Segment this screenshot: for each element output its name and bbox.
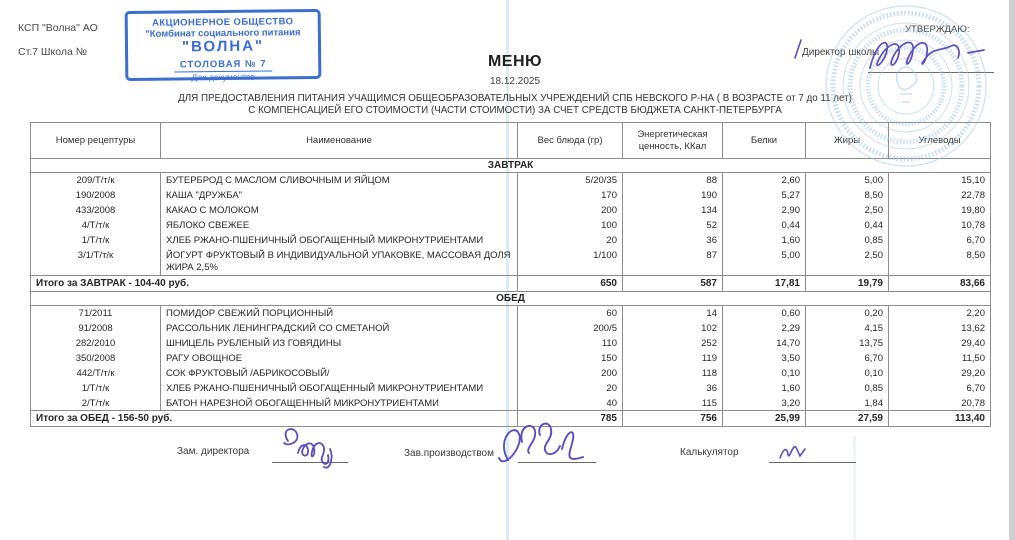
weight-cell: 1/100 [518, 248, 623, 275]
stamp-purpose: Для документов [191, 71, 256, 83]
carbs-cell: 8,50 [889, 248, 991, 275]
col-header-weight: Вес блюда (гр) [518, 123, 623, 159]
recipe-code: 350/2008 [31, 351, 161, 366]
carbs-cell: 13,62 [889, 321, 991, 336]
total-label: Итого за ОБЕД - 156-50 руб. [31, 411, 518, 427]
section-row [31, 291, 991, 305]
carbs-cell: 19,80 [889, 203, 991, 218]
org-name: КСП "Волна" АО [18, 22, 98, 34]
menu-item-row [31, 305, 991, 320]
protein-cell: 14,70 [723, 336, 806, 351]
dish-name: КАКАО С МОЛОКОМ [161, 203, 518, 218]
protein-cell: 1,60 [723, 233, 806, 248]
carbs-cell: 29,40 [889, 336, 991, 351]
protein-cell: 2,60 [723, 173, 806, 188]
menu-item-row [31, 351, 991, 366]
menu-item-row [31, 218, 991, 233]
section-row [31, 159, 991, 173]
weight-cell: 110 [518, 336, 623, 351]
production-manager-signature [488, 418, 600, 474]
protein-cell: 3,20 [723, 396, 806, 411]
weight-total: 650 [518, 275, 623, 291]
fat-total: 27,59 [806, 411, 889, 427]
fat-cell: 0,10 [806, 366, 889, 381]
menu-item-row [31, 203, 991, 218]
dish-name: ХЛЕБ РЖАНО-ПШЕНИЧНЫЙ ОБОГАЩЕННЫЙ МИКРОНУТРИЕНТАМИ [161, 233, 518, 248]
stamp-line1: АКЦИОНЕРНОЕ ОБЩЕСТВО [152, 16, 294, 29]
fat-cell: 13,75 [806, 336, 889, 351]
weight-cell: 40 [518, 396, 623, 411]
menu-item-row [31, 233, 991, 248]
weight-cell: 5/20/35 [518, 173, 623, 188]
fat-cell: 8,50 [806, 188, 889, 203]
recipe-code: 2/Т/т/к [31, 396, 161, 411]
weight-cell: 200 [518, 203, 623, 218]
protein-cell: 0,44 [723, 218, 806, 233]
production-manager-label: Зав.производством [404, 448, 494, 459]
stamp-canteen-number: СТОЛОВАЯ № 7 [174, 58, 273, 72]
weight-cell: 20 [518, 381, 623, 396]
col-header-fat: Жиры [806, 123, 889, 159]
menu-item-row [31, 366, 991, 381]
dish-name: БУТЕРБРОД С МАСЛОМ СЛИВОЧНЫМ И ЯЙЦОМ [161, 173, 518, 188]
dish-name: ШНИЦЕЛЬ РУБЛЕНЫЙ ИЗ ГОВЯДИНЫ [161, 336, 518, 351]
menu-item-row [31, 321, 991, 336]
weight-cell: 20 [518, 233, 623, 248]
weight-cell: 100 [518, 218, 623, 233]
calculator-signature [776, 440, 814, 464]
section-title: ОБЕД [31, 291, 991, 305]
col-header-recipe-number: Номер рецептуры [31, 123, 161, 159]
stamp-company-name: "ВОЛНА" [181, 37, 265, 56]
energy-cell: 14 [623, 305, 723, 320]
recipe-code: 4/Т/т/к [31, 218, 161, 233]
menu-table [30, 122, 991, 427]
section-title: ЗАВТРАК [31, 159, 991, 173]
carbs-total: 83,66 [889, 275, 991, 291]
carbs-cell: 20,78 [889, 396, 991, 411]
menu-item-row [31, 173, 991, 188]
director-signature [862, 28, 994, 80]
fat-cell: 6,70 [806, 351, 889, 366]
fat-total: 19,79 [806, 275, 889, 291]
carbs-cell: 10,78 [889, 218, 991, 233]
menu-item-row [31, 381, 991, 396]
energy-cell: 119 [623, 351, 723, 366]
menu-item-row [31, 248, 991, 275]
carbs-cell: 2,20 [889, 305, 991, 320]
director-label: Директор школы [802, 47, 880, 58]
fat-cell: 0,85 [806, 381, 889, 396]
dish-name: РАГУ ОВОЩНОЕ [161, 351, 518, 366]
recipe-code: 209/Т/т/к [31, 173, 161, 188]
recipe-code: 71/2011 [31, 305, 161, 320]
org-school: Ст.7 Школа № [18, 46, 87, 58]
energy-cell: 115 [623, 396, 723, 411]
document-subtitle-1: ДЛЯ ПРЕДОСТАВЛЕНИЯ ПИТАНИЯ УЧАЩИМСЯ ОБЩЕОБРАЗОВАТЕЛЬНЫХ УЧРЕЖДЕНИЙ СПБ НЕВСКОГО Р-НА ( В ВОЗРАСТЕ от 7 до 11 лет) [178, 93, 852, 104]
energy-cell: 87 [623, 248, 723, 275]
protein-total: 25,99 [723, 411, 806, 427]
protein-cell: 5,00 [723, 248, 806, 275]
recipe-code: 442/Т/т/к [31, 366, 161, 381]
protein-cell: 0,10 [723, 366, 806, 381]
weight-cell: 200/5 [518, 321, 623, 336]
deputy-director-signature [268, 425, 356, 473]
protein-cell: 5,27 [723, 188, 806, 203]
recipe-code: 1/Т/т/к [31, 381, 161, 396]
dish-name: РАССОЛЬНИК ЛЕНИНГРАДСКИЙ СО СМЕТАНОЙ [161, 321, 518, 336]
weight-total: 785 [518, 411, 623, 427]
table-header-row [31, 123, 991, 159]
energy-cell: 118 [623, 366, 723, 381]
recipe-code: 1/Т/т/к [31, 233, 161, 248]
carbs-cell: 22,78 [889, 188, 991, 203]
carbs-cell: 29,20 [889, 366, 991, 381]
protein-cell: 1,60 [723, 381, 806, 396]
protein-total: 17,81 [723, 275, 806, 291]
fat-cell: 0,20 [806, 305, 889, 320]
carbs-cell: 6,70 [889, 233, 991, 248]
carbs-cell: 6,70 [889, 381, 991, 396]
protein-cell: 3,50 [723, 351, 806, 366]
energy-total: 587 [623, 275, 723, 291]
section-total-row [31, 275, 991, 291]
col-header-protein: Белки [723, 123, 806, 159]
fat-cell: 2,50 [806, 248, 889, 275]
col-header-dish-name: Наименование [161, 123, 518, 159]
dish-name: ЙОГУРТ ФРУКТОВЫЙ В ИНДИВИДУАЛЬНОЙ УПАКОВКЕ, МАССОВАЯ ДОЛЯ ЖИРА 2,5% [161, 248, 518, 275]
stamp-line2: "Комбинат социального питания [145, 27, 301, 40]
dish-name: ЯБЛОКО СВЕЖЕЕ [161, 218, 518, 233]
dish-name: БАТОН НАРЕЗНОЙ ОБОГАЩЕННЫЙ МИКРОНУТРИЕНТАМИ [161, 396, 518, 411]
energy-cell: 134 [623, 203, 723, 218]
menu-table-body [31, 159, 991, 427]
menu-item-row [31, 188, 991, 203]
carbs-cell: 15,10 [889, 173, 991, 188]
document-date: 18.12.2025 [489, 76, 541, 87]
energy-cell: 52 [623, 218, 723, 233]
menu-item-row [31, 336, 991, 351]
weight-cell: 150 [518, 351, 623, 366]
carbs-total: 113,40 [889, 411, 991, 427]
energy-cell: 102 [623, 321, 723, 336]
fat-cell: 0,85 [806, 233, 889, 248]
recipe-code: 91/2008 [31, 321, 161, 336]
col-header-energy: Энергетическая ценность, ККал [623, 123, 723, 159]
weight-cell: 60 [518, 305, 623, 320]
recipe-code: 433/2008 [31, 203, 161, 218]
fat-cell: 5,00 [806, 173, 889, 188]
col-header-carbs: Углеводы [889, 123, 991, 159]
dish-name: СОК ФРУКТОВЫЙ /АБРИКОСОВЫЙ/ [161, 366, 518, 381]
dish-name: КАША "ДРУЖБА" [161, 188, 518, 203]
menu-item-row [31, 396, 991, 411]
energy-cell: 252 [623, 336, 723, 351]
weight-cell: 200 [518, 366, 623, 381]
energy-cell: 36 [623, 233, 723, 248]
energy-cell: 190 [623, 188, 723, 203]
document-title: МЕНЮ [487, 53, 543, 70]
fat-cell: 1,84 [806, 396, 889, 411]
calculator-label: Калькулятор [680, 447, 739, 458]
carbs-cell: 11,50 [889, 351, 991, 366]
total-label: Итого за ЗАВТРАК - 104-40 руб. [31, 275, 518, 291]
approve-label: УТВЕРЖДАЮ: [905, 24, 970, 35]
recipe-code: 282/2010 [31, 336, 161, 351]
energy-cell: 88 [623, 173, 723, 188]
fat-cell: 2,50 [806, 203, 889, 218]
recipe-code: 190/2008 [31, 188, 161, 203]
fat-cell: 4,15 [806, 321, 889, 336]
protein-cell: 2,90 [723, 203, 806, 218]
recipe-code: 3/1/Т/т/к [31, 248, 161, 275]
protein-cell: 0,60 [723, 305, 806, 320]
protein-cell: 2,29 [723, 321, 806, 336]
document-subtitle-2: С КОМПЕНСАЦИЕЙ ЕГО СТОИМОСТИ (ЧАСТИ СТОИМОСТИ) ЗА СЧЕТ СРЕДСТВ БЮДЖЕТА САНКТ-ПЕТЕРБУРГА [248, 105, 782, 116]
energy-cell: 36 [623, 381, 723, 396]
deputy-director-label: Зам. директора [177, 446, 250, 457]
fat-cell: 0,44 [806, 218, 889, 233]
energy-total: 756 [623, 411, 723, 427]
dish-name: ХЛЕБ РЖАНО-ПШЕНИЧНЫЙ ОБОГАЩЕННЫЙ МИКРОНУТРИЕНТАМИ [161, 381, 518, 396]
weight-cell: 170 [518, 188, 623, 203]
dish-name: ПОМИДОР СВЕЖИЙ ПОРЦИОННЫЙ [161, 305, 518, 320]
